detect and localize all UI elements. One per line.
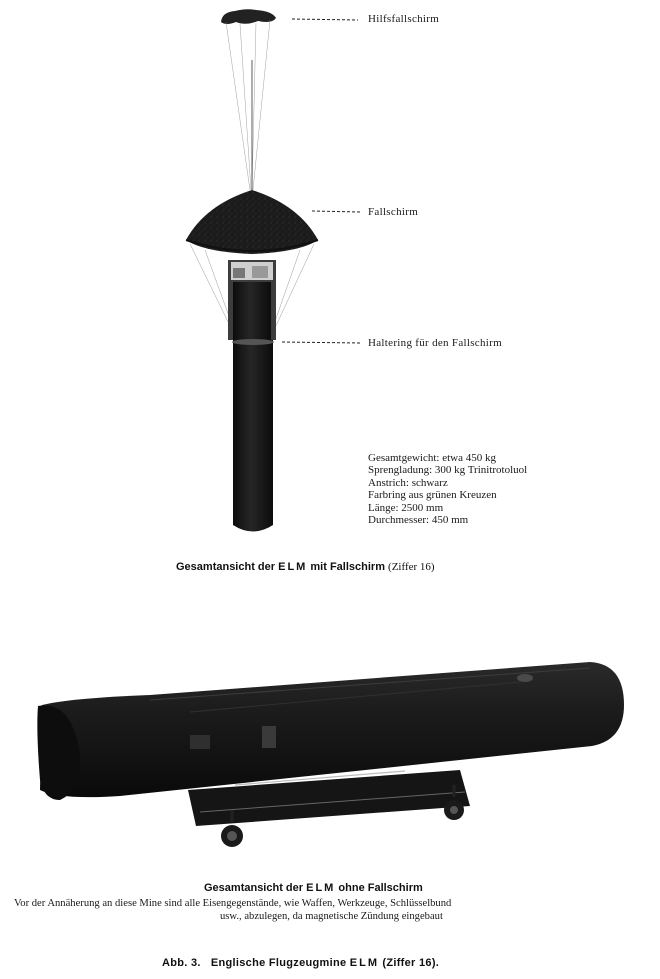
caption2-prefix: Gesamtansicht der	[204, 882, 304, 894]
label-retaining-ring: Haltering für den Fallschirm	[368, 337, 502, 349]
horizontal-mine	[37, 662, 624, 800]
figure1-caption	[176, 561, 435, 573]
figure2-caption	[204, 882, 423, 894]
figure-title-text: Englische Flugzeugmine	[210, 957, 347, 969]
spec-color-ring: Farbring aus grünen Kreuzen	[368, 489, 497, 502]
leader-lines	[282, 19, 360, 343]
figure-number: Abb. 3.	[162, 957, 201, 969]
caption1-code: ELM	[278, 561, 308, 573]
label-parachute: Fallschirm	[368, 206, 419, 218]
warning-line-2: usw., abzulegen, da magnetische Zündung eingebaut	[220, 911, 443, 922]
label-aux-parachute: Hilfsfallschirm	[368, 13, 440, 25]
warning-note	[14, 897, 654, 923]
caption2-code: ELM	[306, 882, 336, 894]
spec-paint: Anstrich: schwarz	[368, 476, 448, 489]
specs-block	[368, 452, 527, 526]
caption2-suffix: ohne Fallschirm	[338, 882, 423, 894]
spec-diameter: Durchmesser: 450 mm	[368, 514, 469, 527]
spec-length: Länge: 2500 mm	[368, 501, 444, 514]
aux-parachute	[221, 9, 276, 190]
caption1-prefix: Gesamtansicht der	[176, 561, 276, 573]
spec-weight: Gesamtgewicht: etwa 450 kg	[368, 452, 496, 464]
figure-title	[162, 957, 439, 969]
spec-charge: Sprengladung: 300 kg Trinitrotoluol	[368, 464, 528, 477]
caption1-suffix: mit Fallschirm	[310, 561, 385, 573]
figure-title-ref: (Ziffer 16).	[382, 957, 440, 969]
warning-line-1: Vor der Annäherung an diese Mine sind alle Eisengegenstände, wie Waffen, Werkzeuge, Schlüsselbund	[14, 898, 452, 909]
figure-title-code: ELM	[349, 957, 380, 969]
caption1-ref: (Ziffer 16)	[388, 561, 435, 573]
upright-mine-body	[228, 260, 276, 532]
